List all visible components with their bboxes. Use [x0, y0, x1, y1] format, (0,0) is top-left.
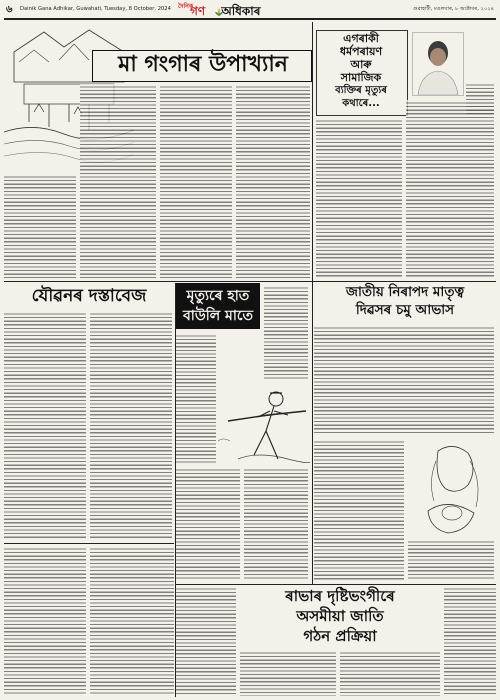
elegy-heading-line2: ধৰ্মপৰায়ণ — [339, 45, 383, 58]
ravan-text-right — [444, 586, 496, 696]
elegy-heading-line3: আৰু — [350, 58, 372, 71]
lotus-logo-icon — [215, 5, 223, 13]
masthead-rule — [4, 18, 496, 20]
elegy-heading-line4: সামাজিক — [340, 71, 382, 84]
elegy-article — [314, 22, 496, 280]
safe-motherhood-article — [314, 283, 496, 583]
page-number: ৬ — [6, 4, 13, 15]
mother-sketch-illustration — [408, 441, 494, 537]
death-headline-line2: বাউলি মাতে — [182, 308, 254, 324]
vertical-rule-2 — [175, 283, 176, 697]
elegy-portrait — [412, 32, 464, 96]
english-dateline: Dainik Gana Adhikar, Guwahati, Tuesday, 8 October, 2024 — [20, 6, 171, 12]
bottom-left-text-col-1 — [4, 546, 86, 696]
youth-text-col-2 — [90, 311, 172, 539]
youth-article — [4, 283, 174, 541]
safe-motherhood-headline-line2: দিৱসৰ চমু আভাস — [355, 302, 455, 318]
divider-ravan — [176, 584, 496, 585]
death-text-col-3 — [244, 467, 308, 581]
elegy-text-col-1 — [316, 118, 402, 278]
divider-bottom-left — [4, 543, 174, 544]
death-headline-line1: মৃত্যুৰে হাত — [186, 288, 250, 304]
youth-headline: যৌৱনৰ দস্তাবেজ — [31, 286, 147, 306]
masthead-title-part1: গণ — [190, 4, 206, 18]
elegy-text-col-2 — [406, 100, 494, 278]
masthead-title-part2: অধিকাৰ — [221, 4, 261, 18]
safe-motherhood-text-col-2 — [408, 539, 494, 581]
ravan-headline-line2: অসমীয়া জাতি — [296, 607, 384, 625]
ravan-text-col-1 — [240, 650, 336, 696]
vertical-rule-1 — [312, 22, 313, 584]
elegy-heading-line6: কথাৰে... — [342, 98, 380, 109]
death-text-col-1 — [176, 333, 216, 463]
ganga-headline: মা গংগাৰ উপাখ্যান — [118, 52, 288, 77]
death-article — [176, 283, 310, 583]
ganga-text-col-1 — [4, 174, 76, 278]
ravan-article — [176, 586, 496, 698]
death-text-top — [264, 285, 308, 381]
assamese-dateline: গুৱাহাটী, মঙলবাৰ, ৮ অক্টোবৰ, ২০২৪ — [413, 6, 494, 12]
safe-motherhood-headline-line1: জাতীয় নিৰাপদ মাতৃত্ব — [345, 284, 465, 300]
bottom-left-text-col-2 — [90, 546, 174, 696]
ravan-text-left — [176, 586, 236, 696]
ganga-article — [4, 22, 312, 280]
ganga-text-col-2 — [80, 84, 156, 278]
death-text-col-2 — [176, 467, 240, 581]
safe-motherhood-text-col-1 — [314, 439, 404, 581]
ganga-text-col-4 — [236, 84, 310, 278]
ravan-headline-line3: গঠন প্ৰক্ৰিয়া — [303, 627, 377, 645]
safe-motherhood-text-top — [314, 325, 494, 435]
elegy-heading-line1: এগৰাকী — [343, 32, 379, 45]
elegy-heading-line5: ব্যক্তিৰ মৃত্যুৰ — [335, 85, 387, 96]
youth-text-col-1 — [4, 311, 86, 539]
ravan-headline-line1: ৰাভাৰ দৃষ্টিভংগীৰে — [285, 587, 395, 605]
masthead — [0, 0, 500, 22]
ganga-text-col-3 — [160, 84, 232, 278]
soldier-sketch-illustration — [218, 381, 310, 463]
ravan-text-col-2 — [340, 650, 440, 696]
divider-top — [4, 281, 496, 282]
masthead-small-title: দৈনিক — [178, 3, 194, 10]
masthead-title — [190, 3, 261, 23]
